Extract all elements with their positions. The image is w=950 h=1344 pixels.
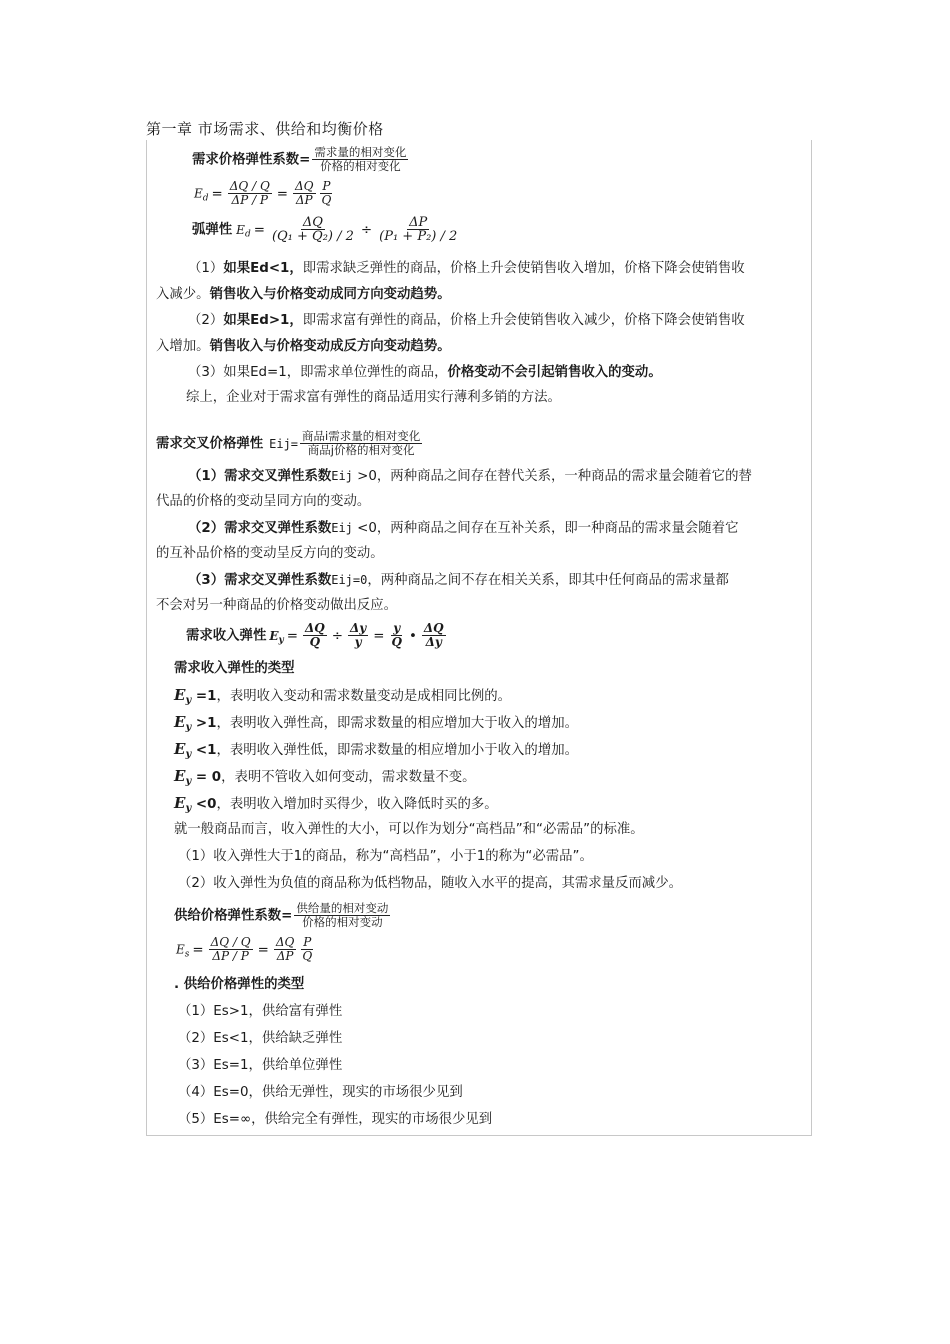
cross-3-line-1: （3）需求交叉弹性系数Eij=0，两种商品之间不存在相关关系，即其中任何商品的需求量都 [188,573,729,588]
demand-price-label: 需求价格弹性系数= [192,152,311,168]
income-label: 需求收入弹性 [186,628,267,644]
cross-1-line-2: 代品的价格的变动呈同方向的变动。 [156,494,371,509]
inc-f1-den: Q [309,635,321,649]
supply-price-equation: $E_s$ = $\frac{\Delta Q / Q}{\Delta P / P}$ = $\frac{\Delta Q}{\Delta P}$ $\frac{P}{Q}$ [176,935,313,963]
demand-price-numerator: 需求量的相对变化 [314,145,407,159]
dp-f1-den: ΔP / P [231,193,269,207]
dp-f1-num: ΔQ / Q [229,179,270,193]
para-2-line-1: （2）如果Ed>1，即需求富有弹性的商品，价格上升会使销售收入减少，价格下降会使销售收 [188,313,745,328]
arc-label: 弧弹性 [192,222,233,238]
inc-f4-den: Δy [425,635,442,649]
summary-text: 综上，企业对于需求富有弹性的商品适用实行薄利多销的方法。 [186,390,561,405]
inc-f3-den: Q [391,635,402,649]
cross-3-line-2: 不会对另一种商品的价格变动做出反应。 [156,598,398,613]
arc-ed-symbol: E [236,222,245,237]
generally-text: 就一般商品而言，收入弹性的大小，可以作为划分“高档品”和“必需品”的标准。 [174,822,644,837]
supply-type-item: （5）Es=∞，供给完全有弹性，现实的市场很少见到 [178,1112,493,1127]
inc-f4-num: ΔQ [423,621,444,635]
supply-type-item: （4）Es=0，供给无弹性，现实的市场很少见到 [178,1085,463,1100]
demand-price-elasticity-formula [192,146,410,173]
ey-item: $E_y <0$，表明收入增加时买得少，收入降低时买的多。 [174,794,498,814]
cross-1-line-1: （1）需求交叉弹性系数Eij >0，两种商品之间存在替代关系，一种商品的需求量会随着它的替 [188,469,752,484]
inc-f1-num: ΔQ [304,621,325,635]
inc-f3-num: y [393,621,401,635]
cross-elasticity-formula [156,430,424,457]
inc-f2-den: y [354,635,362,649]
cross-denominator: 商品j价格的相对变化 [307,443,415,457]
dp-f2-num: ΔQ [295,179,314,193]
para-2-line-2: 入增加。销售收入与价格变动成反方向变动趋势。 [156,339,451,354]
page-title: 第一章 市场需求、供给和均衡价格 [146,120,384,138]
sp-f3-den: Q [302,949,313,963]
para-1-line-1: （1）如果Ed<1，即需求缺乏弹性的商品，价格上升会使销售收入增加，价格下降会使销售收 [188,261,745,276]
arc-elasticity-formula: 弧弹性 $E_d$ = $\frac{\Delta Q}{\text{(Q₁ + Q₂) / 2}}$ ÷ $\frac{\Delta P}{\text{(P₁ + P₂) / 2}}$ [192,215,458,244]
cross-2-line-1: （2）需求交叉弹性系数Eij <0，两种商品之间存在互补关系，即一种商品的需求量会随着它 [188,521,739,536]
ey-item: $E_y >1$，表明收入弹性高，即需求数量的相应增加大于收入的增加。 [174,713,578,733]
ey-item: $E_y = 0$，表明不管收入如何变动，需求数量不变。 [174,767,476,787]
arc-f2-num: ΔP [409,215,428,230]
supply-type-item: （2）Es<1，供给缺乏弹性 [178,1031,343,1046]
es-symbol: E [176,942,185,957]
ed-symbol: E [194,186,203,201]
income-note-1: （1）收入弹性大于1的商品，称为“高档品”，小于1的称为“必需品”。 [178,849,593,864]
para-1-line-2: 入减少。销售收入与价格变动成同方向变动趋势。 [156,287,451,302]
para-3: （3）如果Ed=1，即需求单位弹性的商品，价格变动不会引起销售收入的变动。 [188,365,662,380]
cross-numerator: 商品i需求量的相对变化 [302,429,421,443]
supply-price-elasticity-formula [174,902,392,929]
sp-f3-num: P [303,935,312,949]
sp-f2-num: ΔQ [275,935,295,949]
cross-label: 需求交叉价格弹性 [156,436,264,452]
arc-f2-den: (P₁ + P₂) / 2 [379,229,458,244]
income-ey-symbol: E [269,628,279,643]
dp-f3-num: P [322,179,331,193]
income-ey-subscript: y [278,635,284,646]
dp-f3-den: Q [321,193,332,207]
cross-eij: Eij= [269,436,299,451]
sp-f2-den: ΔP [276,949,294,963]
income-elasticity-formula: 需求收入弹性 $E_y$ = $\frac{\Delta Q}{Q}$ ÷ $\frac{\Delta y}{y}$ = $\frac{y}{Q}$ • $\frac{\Delta Q}{\Delta y}$ [186,621,444,649]
arc-ed-subscript: d [244,229,251,240]
supply-denominator: 价格的相对变动 [302,915,383,929]
ey-item: $E_y <1$，表明收入弹性低，即需求数量的相应增加小于收入的增加。 [174,740,578,760]
arc-f1-den: (Q₁ + Q₂) / 2 [271,229,354,244]
sp-f1-num: ΔQ / Q [210,935,251,949]
cross-2-line-2: 的互补品价格的变动呈反方向的变动。 [156,546,384,561]
demand-price-denominator: 价格的相对变化 [320,159,401,173]
sp-f1-den: ΔP / P [212,949,249,963]
supply-numerator: 供给量的相对变动 [296,901,389,915]
supply-type-item: （3）Es=1，供给单位弹性 [178,1058,343,1073]
arc-f1-num: ΔQ [302,215,323,230]
inc-f2-num: Δy [349,621,367,635]
es-subscript: s [184,949,190,960]
income-types-heading: 需求收入弹性的类型 [174,661,295,676]
demand-price-equation: $E_d$ = $\frac{\Delta Q / Q}{\Delta P / P}$ = $\frac{\Delta Q}{\Delta P}$ $\frac{P}{Q}$ [194,179,332,207]
supply-types-heading: . 供给价格弹性的类型 [174,977,305,992]
income-note-2: （2）收入弹性为负值的商品称为低档物品，随收入水平的提高，其需求量反而减少。 [178,876,682,891]
ed-subscript: d [202,193,209,204]
ey-item: $E_y =1$，表明收入变动和需求数量变动是成相同比例的。 [174,686,512,706]
supply-type-item: （1）Es>1，供给富有弹性 [178,1004,343,1019]
dp-f2-den: ΔP [295,193,313,207]
supply-label: 供给价格弹性系数= [174,908,293,924]
